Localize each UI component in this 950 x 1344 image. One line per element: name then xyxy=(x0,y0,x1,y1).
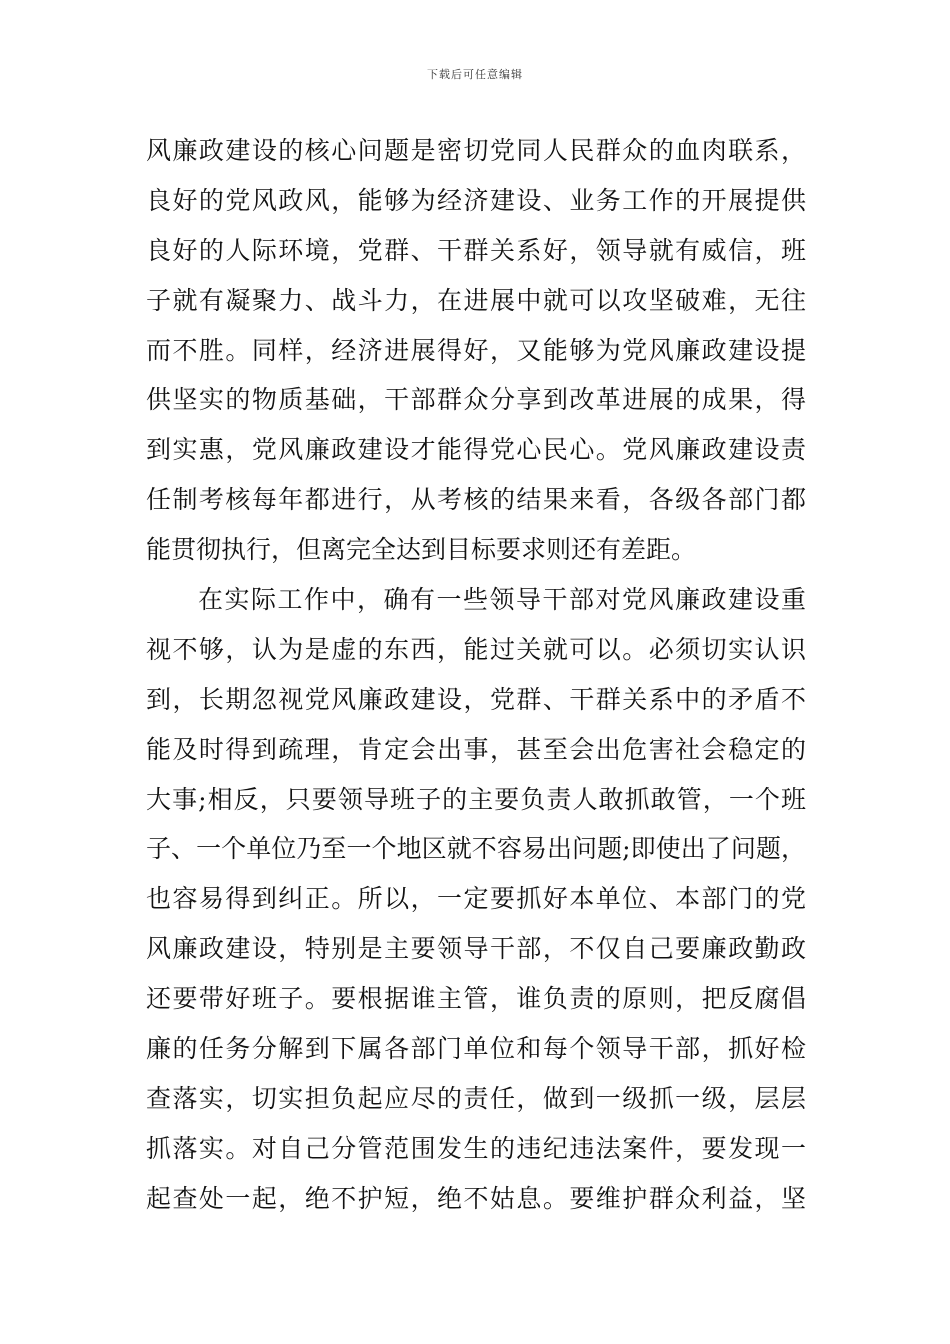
page-header-note: 下载后可任意编辑 xyxy=(427,68,523,81)
text-line: 风廉政建设，特别是主要领导干部，不仅自己要廉政勤政 xyxy=(146,934,806,964)
text-line: 子、一个单位乃至一个地区就不容易出问题;即使出了问题， xyxy=(146,834,806,864)
text-line: 能及时得到疏理，肯定会出事，甚至会出危害社会稳定的 xyxy=(146,734,806,764)
text-line: 供坚实的物质基础，干部群众分享到改革进展的成果，得 xyxy=(146,385,806,415)
text-line: 到，长期忽视党风廉政建设，党群、干群关系中的矛盾不 xyxy=(146,684,806,714)
text-line: 良好的人际环境，党群、干群关系好，领导就有威信，班 xyxy=(146,235,806,265)
text-line: 抓落实。对自己分管范围发生的违纪违法案件，要发现一 xyxy=(146,1133,806,1163)
text-line: 查落实，切实担负起应尽的责任，做到一级抓一级，层层 xyxy=(146,1083,806,1113)
text-line: 视不够，认为是虚的东西，能过关就可以。必须切实认识 xyxy=(146,634,806,664)
text-line: 廉的任务分解到下属各部门单位和每个领导干部，抓好检 xyxy=(146,1034,806,1064)
text-line: 良好的党风政风，能够为经济建设、业务工作的开展提供 xyxy=(146,185,806,215)
text-line: 起查处一起，绝不护短，绝不姑息。要维护群众利益，坚 xyxy=(146,1183,806,1213)
text-line: 而不胜。同样，经济进展得好，又能够为党风廉政建设提 xyxy=(146,335,806,365)
text-line: 子就有凝聚力、战斗力，在进展中就可以攻坚破难，无往 xyxy=(146,285,806,315)
document-body xyxy=(146,126,806,1224)
text-line: 还要带好班子。要根据谁主管，谁负责的原则，把反腐倡 xyxy=(146,984,806,1014)
text-line: 大事;相反，只要领导班子的主要负责人敢抓敢管，一个班 xyxy=(146,784,806,814)
text-line: 能贯彻执行，但离完全达到目标要求则还有差距。 xyxy=(146,535,697,565)
text-line: 在实际工作中，确有一些领导干部对党风廉政建设重 xyxy=(198,585,806,615)
text-line: 风廉政建设的核心问题是密切党同人民群众的血肉联系， xyxy=(146,136,806,165)
text-line: 也容易得到纠正。所以，一定要抓好本单位、本部门的党 xyxy=(146,884,806,914)
text-line: 任制考核每年都进行，从考核的结果来看，各级各部门都 xyxy=(146,485,806,515)
text-line: 到实惠，党风廉政建设才能得党心民心。党风廉政建设责 xyxy=(146,435,806,465)
